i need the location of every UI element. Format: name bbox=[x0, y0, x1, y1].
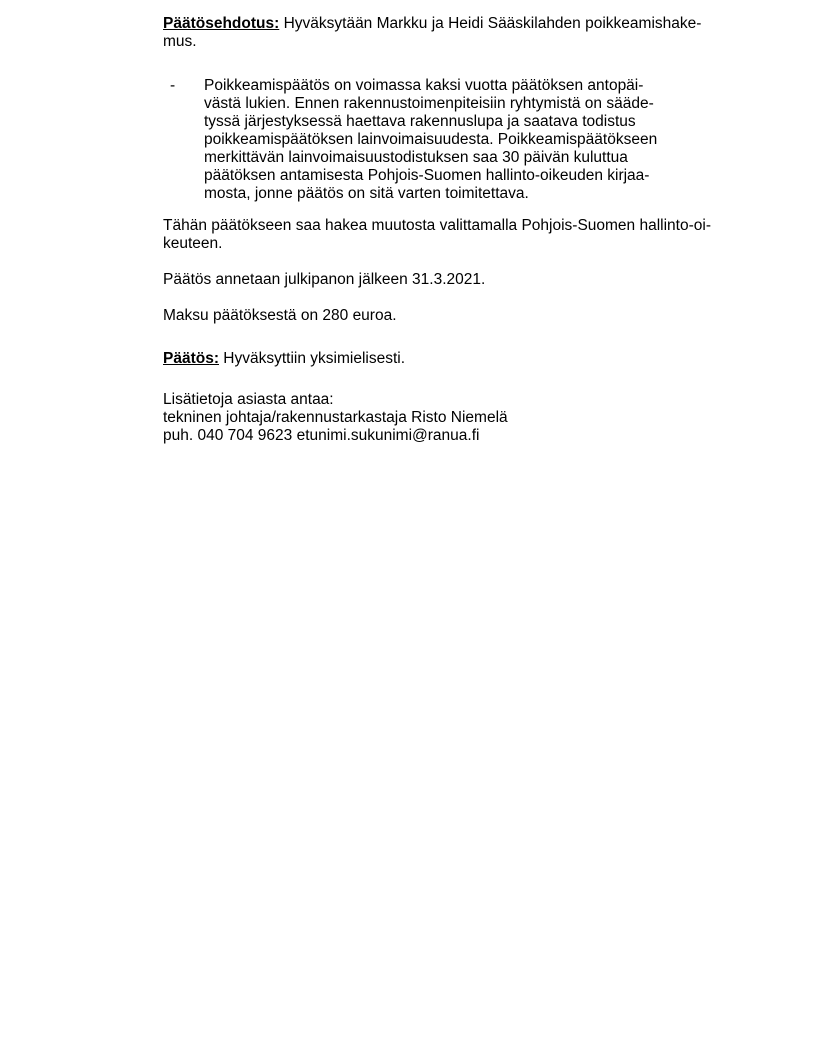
appeal-line: keuteen. bbox=[163, 235, 223, 252]
contact-phone-email-line: puh. 040 704 9623 etunimi.sukunimi@ranua.fi bbox=[163, 427, 480, 444]
decision-line bbox=[163, 350, 763, 368]
announcement-line: Päätös annetaan julkipanon jälkeen 31.3.2021. bbox=[163, 271, 486, 288]
bullet-line: tyssä järjestyksessä haettava rakennuslupa ja saatava todistus bbox=[204, 113, 636, 130]
appeal-paragraph bbox=[163, 217, 763, 253]
fee-paragraph bbox=[163, 307, 763, 325]
decision-proposal-text: Hyväksytään Markku ja Heidi Sääskilahden poikkeamishake- bbox=[279, 15, 702, 32]
decision-paragraph bbox=[163, 350, 763, 368]
decision-proposal-paragraph bbox=[163, 15, 763, 51]
decision-label: Päätös: bbox=[163, 350, 219, 367]
document-body bbox=[163, 15, 763, 445]
contact-person-line: tekninen johtaja/rakennustarkastaja Risto Niemelä bbox=[163, 409, 508, 426]
appeal-line: Tähän päätökseen saa hakea muutosta valittamalla Pohjois-Suomen hallinto-oi- bbox=[163, 217, 711, 234]
bullet-line: päätöksen antamisesta Pohjois-Suomen hallinto-oikeuden kirjaa- bbox=[204, 167, 650, 184]
bullet-line: poikkeamispäätöksen lainvoimaisuudesta. Poikkeamispäätökseen bbox=[204, 131, 658, 148]
decision-text: Hyväksyttiin yksimielisesti. bbox=[219, 350, 406, 367]
fee-line: Maksu päätöksestä on 280 euroa. bbox=[163, 307, 397, 324]
bullet-line: mosta, jonne päätös on sitä varten toimitettava. bbox=[204, 185, 529, 202]
condition-bullet-item bbox=[163, 77, 763, 203]
decision-proposal-line-2: mus. bbox=[163, 33, 197, 50]
contact-intro-line: Lisätietoja asiasta antaa: bbox=[163, 391, 334, 408]
decision-proposal-label: Päätösehdotus: bbox=[163, 15, 280, 32]
contact-paragraph bbox=[163, 391, 763, 445]
bullet-marker: - bbox=[170, 77, 176, 94]
condition-bullet-text bbox=[204, 77, 763, 203]
bullet-line: västä lukien. Ennen rakennustoimenpiteisiin ryhtymistä on sääde- bbox=[204, 95, 654, 112]
announcement-paragraph bbox=[163, 271, 763, 289]
bullet-line: Poikkeamispäätös on voimassa kaksi vuotta päätöksen antopäi- bbox=[204, 77, 644, 94]
bullet-line: merkittävän lainvoimaisuustodistuksen saa 30 päivän kuluttua bbox=[204, 149, 628, 166]
decision-proposal-line-1 bbox=[163, 15, 763, 33]
